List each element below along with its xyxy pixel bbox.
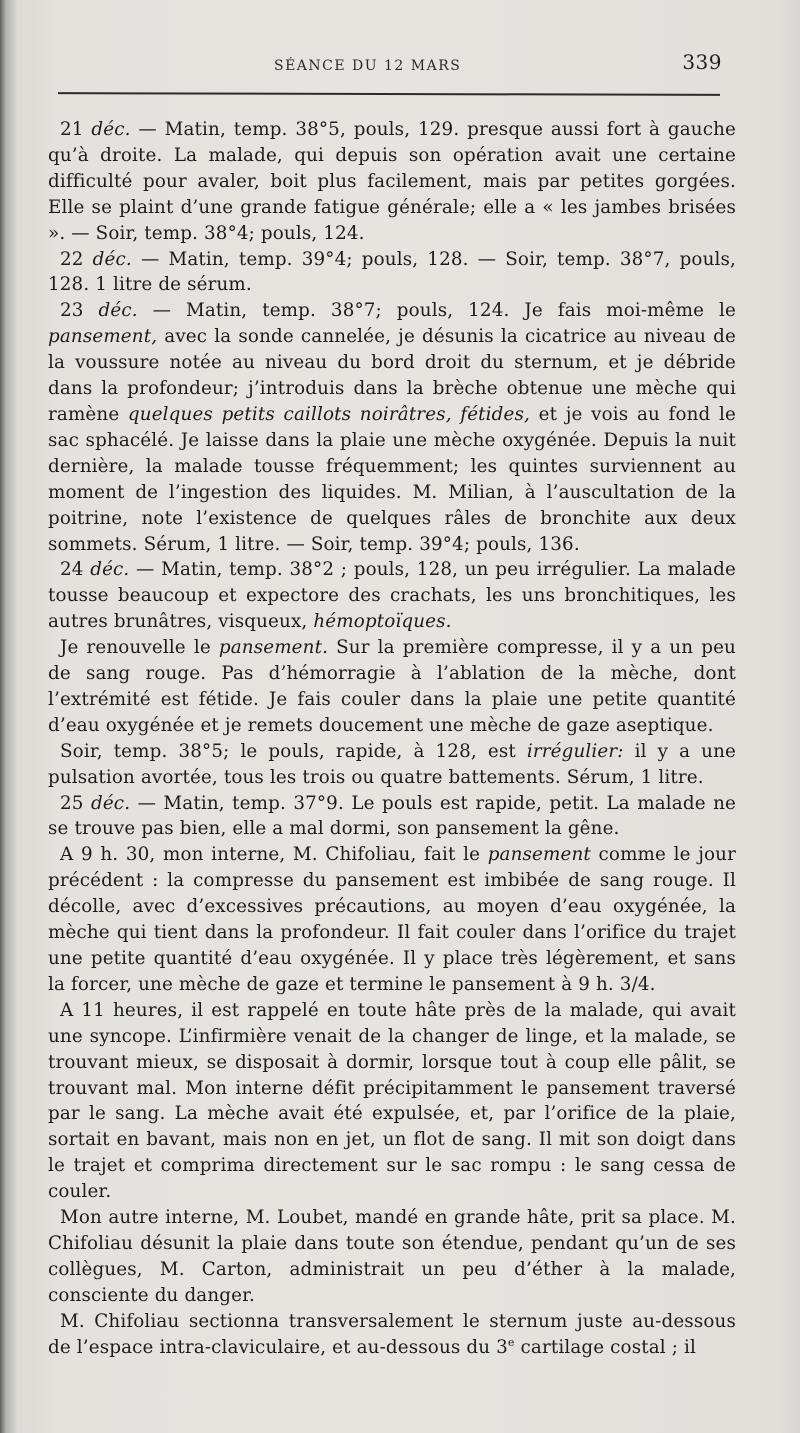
- text-run: e: [507, 1335, 515, 1349]
- text-run: avec la sonde cannelée, je désunis la cicatrice au niveau de la voussure notée au niveau du bord droit du sternum, et je débride dans la profondeur; j’introduis dans la brèche obtenue une mèche qui ramène: [48, 326, 736, 425]
- paragraph: [48, 635, 736, 739]
- text-run: Je renouvelle le: [60, 637, 219, 659]
- italic-text: déc.: [98, 300, 138, 322]
- text-run: il y a une pulsation avortée, tous les trois ou quatre battements. Sérum, 1 litre.: [48, 740, 736, 788]
- page-header: [50, 46, 730, 76]
- paragraph: [48, 791, 736, 843]
- italic-text: irrégulier:: [526, 740, 624, 762]
- paragraph: [48, 557, 736, 635]
- text-run: 25: [60, 792, 91, 814]
- italic-text: déc.: [90, 559, 130, 581]
- text-run: et je vois au fond le sac sphacélé. Je laisse dans la plaie une mèche oxygénée. Depuis la nuit dernière, la malade tousse fréquemment; les quintes surviennent au moment de l’ingestion des liquides. M. Milian, à l’auscultation de la poitrine, note l’existence de quelques râles de bronchite aux deux sommets. Sérum, 1 litre. — Soir, temp. 39°4; pouls, 136.: [48, 403, 737, 555]
- text-run: 22: [60, 248, 93, 270]
- body-text: [48, 117, 736, 1361]
- paragraph: [48, 1309, 736, 1361]
- italic-text: pansement,: [48, 326, 158, 348]
- running-head: SÉANCE DU 12 MARS: [274, 58, 462, 74]
- text-run: A 9 h. 30, mon interne, M. Chifoliau, fait le: [60, 844, 488, 866]
- paragraph: [48, 998, 736, 1205]
- text-run: — Matin, temp. 39°4; pouls, 128. — Soir, temp. 38°7, pouls, 128. 1 litre de sérum.: [48, 248, 736, 296]
- paragraph: [48, 842, 736, 997]
- text-run: 23: [60, 300, 99, 322]
- italic-text: pansement: [487, 844, 591, 866]
- paragraph: [48, 298, 736, 557]
- italic-text: hémoptoïques.: [313, 611, 452, 633]
- text-run: Mon autre interne, M. Loubet, mandé en grande hâte, prit sa place. M. Chifoliau désunit la plaie dans toute son étendue, pendant qu’un de ses collègues, M. Carton, administrait un peu d’éther à la malade, consciente du danger.: [48, 1207, 736, 1306]
- paragraph: [48, 247, 736, 299]
- paragraph: [48, 117, 736, 247]
- text-run: Soir, temp. 38°5; le pouls, rapide, à 128, est: [60, 740, 527, 762]
- text-run: cartilage costal ; il: [514, 1336, 697, 1358]
- text-run: 24: [60, 559, 91, 581]
- text-run: M. Chifoliau sectionna transversalement le sternum juste au-dessous de l’espace intra-claviculaire, et au-dessous du 3: [48, 1310, 736, 1358]
- italic-text: pansement.: [218, 637, 329, 659]
- text-run: — Matin, temp. 37°9. Le pouls est rapide, petit. La malade ne se trouve pas bien, elle a mal dormi, son pansement la gêne.: [48, 792, 736, 840]
- header-rule: [58, 92, 720, 96]
- paragraph: [48, 739, 736, 791]
- text-run: — Matin, temp. 38°5, pouls, 129. presque aussi fort à gauche qu’à droite. La malade, qui depuis son opération avait une certaine difficulté pour avaler, boit plus facilement, mais par petites gorgées. Elle se plaint d’une grande fatigue générale; elle a « les jambes brisées ». — Soir, temp. 38°4; pouls, 124.: [48, 119, 736, 244]
- italic-text: déc.: [91, 119, 131, 140]
- paragraph: [48, 1205, 736, 1309]
- text-run: A 11 heures, il est rappelé en toute hâte près de la malade, qui avait une syncope. L’infirmière venait de la changer de linge, et la malade, se trouvant mieux, se disposait à dormir, lorsque tout à coup elle pâlit, se trouvant mal. Mon interne défit précipitamment le pansement traversé par le sang. La mèche avait été expulsée, et, par l’orifice de la plaie, sortait en bavant, mais non en jet, un flot de sang. Il mit son doigt dans le trajet et comprima directement sur le sac rompu : le sang cessa de couler.: [48, 999, 736, 1203]
- page-number: 339: [682, 50, 722, 74]
- italic-text: déc.: [90, 792, 131, 814]
- italic-text: quelques petits caillots noirâtres, fétides,: [127, 403, 530, 425]
- text-run: Sur la première compresse, il y a un peu de sang rouge. Pas d’hémorragie à l’ablation de la mèche, dont l’extrémité est fétide. Je fais couler dans la plaie une petite quantité d’eau oxygénée et je remets doucement une mèche de gaze aseptique.: [48, 637, 736, 736]
- text-run: — Matin, temp. 38°2 ; pouls, 128, un peu irrégulier. La malade tousse beaucoup et expectore des crachats, les uns bronchitiques, les autres brunâtres, visqueux,: [48, 559, 736, 633]
- text-run: — Matin, temp. 38°7; pouls, 124. Je fais moi-même le: [137, 300, 736, 322]
- text-run: 21: [60, 119, 92, 140]
- text-run: comme le jour précédent : la compresse du pansement est imbibée de sang rouge. Il décolle, avec d’excessives précautions, au moyen d’eau oxygénée, la mèche qui tient dans la profondeur. Il fait couler dans l’orifice du trajet une petite quantité d’eau oxygénée. Il y place très légèrement, et sans la forcer, une mèche de gaze et termine le pansement à 9 h. 3/4.: [48, 844, 736, 995]
- italic-text: déc.: [92, 248, 132, 270]
